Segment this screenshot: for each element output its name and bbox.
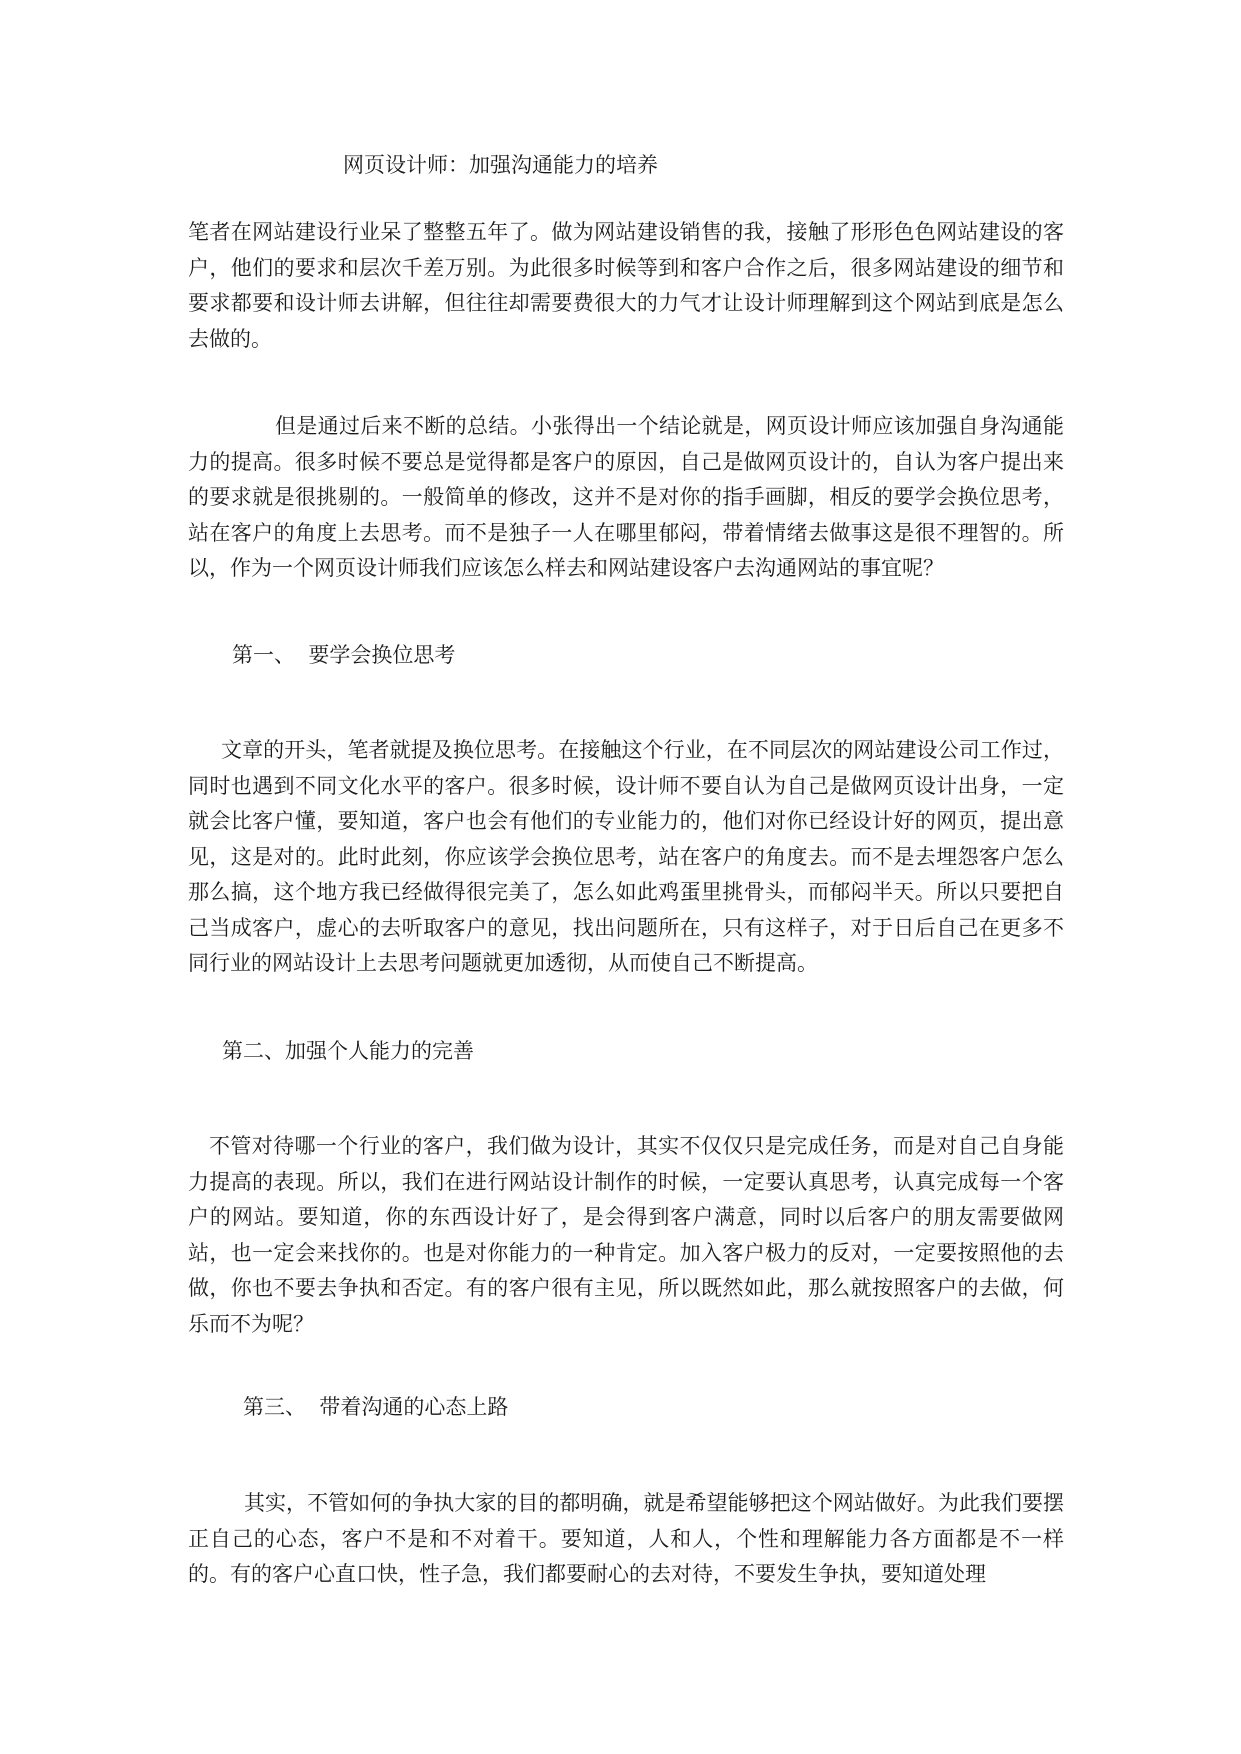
section-heading-2: 第二、加强个人能力的完善 (222, 1039, 474, 1063)
section-heading-3: 第三、 带着沟通的心态上路 (243, 1395, 509, 1419)
paragraph-section2: 不管对待哪一个行业的客户，我们做为设计，其实不仅仅只是完成任务，而是对自己自身能力提高的表现。所以，我们在进行网站设计制作的时候，一定要认真思考，认真完成每一个客户的网站。要知道，你的东西设计好了，是会得到客户满意，同时以后客户的朋友需要做网站，也一定会来找你的。也是对你能力的一种肯定。加入客户极力的反对，一定要按照他的去做，你也不要去争执和否定。有的客户很有主见，所以既然如此，那么就按照客户的去做，何乐而不为呢？ (188, 1134, 1064, 1336)
paragraph-summary: 但是通过后来不断的总结。小张得出一个结论就是，网页设计师应该加强自身沟通能力的提高。很多时候不要总是觉得都是客户的原因，自己是做网页设计的，自认为客户提出来的要求就是很挑剔的。一般简单的修改，这并不是对你的指手画脚，相反的要学会换位思考，站在客户的角度上去思考。而不是独子一人在哪里郁闷，带着情绪去做事这是很不理智的。所以，作为一个网页设计师我们应该怎么样去和网站建设客户去沟通网站的事宜呢？ (188, 414, 1064, 580)
paragraph-section1: 文章的开头，笔者就提及换位思考。在接触这个行业，在不同层次的网站建设公司工作过，同时也遇到不同文化水平的客户。很多时候，设计师不要自认为自己是做网页设计出身，一定就会比客户懂，要知道，客户也会有他们的专业能力的，他们对你已经设计好的网页，提出意见，这是对的。此时此刻，你应该学会换位思考，站在客户的角度去。而不是去埋怨客户怎么那么搞，这个地方我已经做得很完美了，怎么如此鸡蛋里挑骨头，而郁闷半天。所以只要把自己当成客户，虚心的去听取客户的意见，找出问题所在，只有这样子，对于日后自己在更多不同行业的网站设计上去思考问题就更加透彻，从而使自己不断提高。 (188, 738, 1064, 975)
section-heading-1: 第一、 要学会换位思考 (232, 643, 456, 667)
paragraph-intro: 笔者在网站建设行业呆了整整五年了。做为网站建设销售的我，接触了形形色色网站建设的客户，他们的要求和层次千差万别。为此很多时候等到和客户合作之后，很多网站建设的细节和要求都要和设计师去讲解，但往往却需要费很大的力气才让设计师理解到这个网站到底是怎么去做的。 (188, 220, 1064, 351)
document-title: 网页设计师：加强沟通能力的培养 (343, 153, 658, 177)
paragraph-section3: 其实，不管如何的争执大家的目的都明确，就是希望能够把这个网站做好。为此我们要摆正自己的心态，客户不是和不对着干。要知道，人和人，个性和理解能力各方面都是不一样的。有的客户心直口快，性子急，我们都要耐心的去对待，不要发生争执，要知道处理 (188, 1491, 1064, 1586)
